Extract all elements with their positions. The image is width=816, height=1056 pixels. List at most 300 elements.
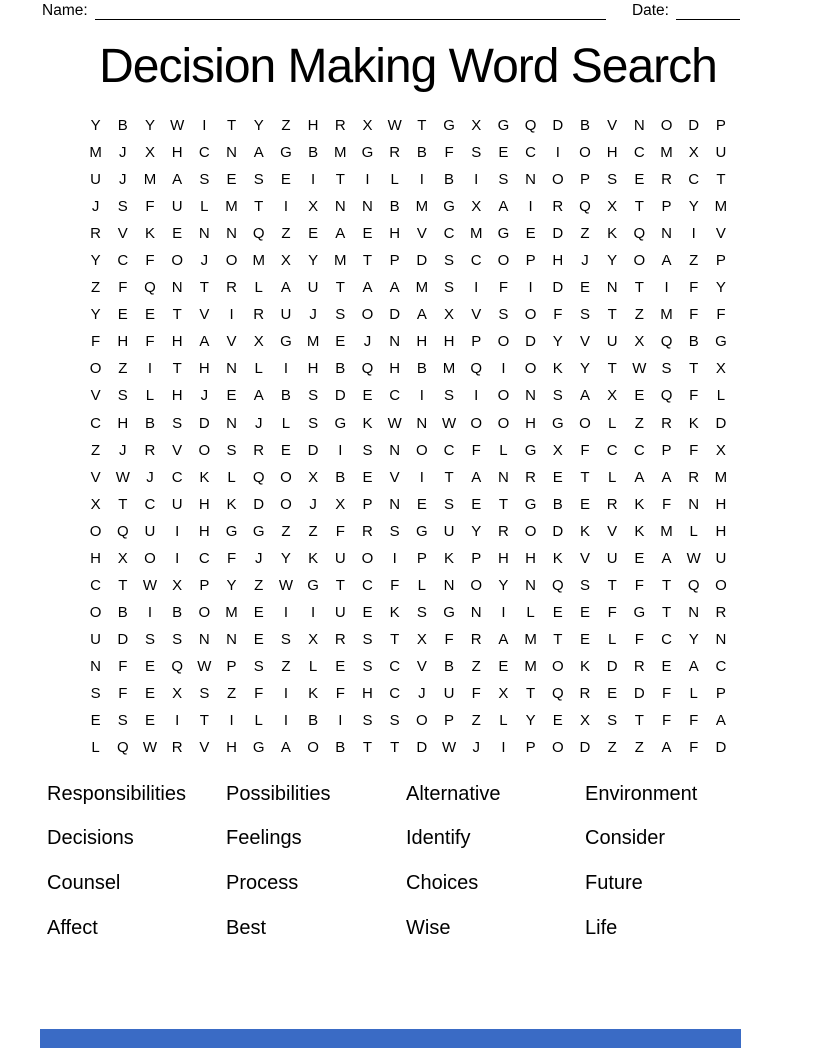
grid-letter: T [390,630,400,648]
grid-letter: S [253,171,264,189]
grid-letter: E [661,657,672,675]
grid-letter: I [229,306,234,324]
grid-letter: S [498,171,509,189]
grid-letter: B [389,198,400,216]
grid-letter: P [579,171,590,189]
grid-letter: R [661,414,672,432]
grid-letter: Y [579,360,590,378]
grid-letter: G [252,522,265,540]
grid-letter: G [443,603,455,621]
grid-letter: Y [715,279,726,297]
grid-letter: K [226,495,237,513]
grid-letter: Y [525,712,536,730]
grid-letter: E [226,171,237,189]
grid-letter: N [198,225,210,243]
grid-letter: Y [253,117,264,135]
grid-letter: V [199,739,210,757]
word-list-item: Decisions [47,827,134,850]
grid-letter: J [418,685,426,702]
grid-letter: M [143,171,157,189]
grid-letter: A [253,144,264,162]
grid-letter: D [253,495,265,513]
grid-letter: G [524,495,537,513]
grid-letter: I [664,279,669,297]
grid-letter: E [362,387,373,405]
grid-letter: W [441,739,457,757]
grid-letter: E [280,441,291,459]
grid-letter: Q [252,225,265,243]
grid-letter: L [689,685,698,702]
grid-letter: F [118,279,128,297]
grid-letter: R [334,630,346,648]
grid-letter: N [334,198,346,216]
grid-letter: S [280,630,291,648]
grid-letter: X [172,576,183,594]
grid-letter: E [471,495,482,513]
grid-letter: D [688,117,700,135]
grid-letter: W [115,468,130,486]
word-list-item: Wise [406,916,451,939]
grid-letter: K [634,495,645,513]
grid-letter: G [307,576,319,594]
grid-letter: F [689,279,699,297]
grid-letter: Y [226,576,237,594]
grid-letter: S [416,603,427,621]
grid-letter: Y [471,522,482,540]
grid-letter: R [90,225,102,243]
grid-letter: R [497,522,509,540]
grid-letter: N [633,117,645,135]
grid-letter: E [144,306,155,324]
word-list-item: Future [585,871,643,894]
grid-letter: X [144,144,155,162]
grid-letter: A [389,279,400,297]
grid-letter: O [89,360,102,378]
grid-letter: H [171,333,183,351]
grid-letter: N [443,576,455,594]
grid-letter: V [416,225,427,243]
grid-letter: S [389,712,400,730]
grid-letter: Q [116,522,129,540]
grid-letter: D [416,252,428,270]
grid-letter: Q [660,333,673,351]
grid-letter: L [526,603,535,621]
grid-letter: U [171,495,183,513]
grid-letter: D [334,387,346,405]
grid-letter: S [362,630,373,648]
grid-letter: K [389,603,400,621]
grid-letter: T [607,360,617,378]
grid-letter: I [501,360,506,378]
grid-letter: T [634,279,644,297]
grid-letter: L [254,279,263,297]
grid-letter: D [525,333,537,351]
grid-letter: U [334,603,346,621]
grid-letter: S [308,387,319,405]
grid-letter: A [661,739,672,757]
grid-letter: O [497,414,510,432]
grid-letter: N [715,630,727,648]
grid-letter: V [199,306,210,324]
grid-letter: Y [552,333,563,351]
grid-letter: L [607,468,617,486]
grid-letter: K [688,414,699,432]
grid-letter: L [200,198,209,216]
grid-letter: E [634,171,645,189]
grid-letter: N [226,225,237,243]
grid-letter: Y [308,252,319,270]
grid-letter: A [661,549,672,567]
grid-letter: F [444,144,454,162]
grid-letter: Z [607,739,617,757]
grid-letter: Q [524,117,537,135]
grid-letter: A [688,657,699,675]
grid-letter: K [308,685,319,702]
grid-letter: M [524,657,537,675]
grid-letter: U [334,549,346,567]
grid-letter: F [498,279,508,297]
grid-letter: E [634,387,645,405]
grid-letter: B [444,657,455,675]
grid-letter: D [117,630,129,648]
grid-letter: S [308,414,319,432]
grid-letter: T [199,712,209,730]
grid-letter: E [579,279,590,297]
grid-letter: J [119,171,127,189]
grid-letter: S [90,685,101,702]
grid-letter: B [416,360,427,378]
grid-letter: V [226,333,237,351]
grid-letter: P [362,495,373,513]
grid-letter: M [306,333,320,351]
grid-letter: G [497,117,510,135]
grid-letter: Z [689,252,699,270]
grid-letter: X [471,198,482,216]
grid-letter: B [335,739,346,757]
word-list-item: Identify [406,827,471,850]
grid-letter: O [579,414,591,432]
grid-letter: Z [634,306,644,324]
grid-letter: F [689,712,699,730]
grid-letter: N [661,225,672,243]
grid-letter: U [90,171,102,189]
grid-letter: U [90,630,102,648]
grid-letter: X [362,117,373,135]
grid-letter: T [607,306,617,324]
grid-letter: G [633,603,646,621]
grid-letter: T [553,630,563,648]
grid-letter: C [470,252,482,270]
grid-letter: P [444,712,455,730]
name-date-row [42,2,740,20]
grid-letter: N [226,414,237,432]
grid-letter: H [171,144,183,162]
grid-letter: G [715,333,727,351]
grid-letter: C [443,225,455,243]
grid-letter: O [524,306,537,324]
grid-letter: F [661,685,672,702]
grid-letter: Z [634,414,644,432]
grid-letter: Z [91,279,101,297]
grid-letter: T [254,198,264,216]
grid-letter: A [280,739,291,757]
grid-letter: I [338,441,343,459]
grid-letter: Q [551,685,564,702]
grid-letter: N [171,279,183,297]
grid-letter: E [144,712,155,730]
grid-letter: H [171,387,183,405]
grid-letter: G [443,198,455,216]
grid-letter: O [551,171,564,189]
grid-letter: E [579,495,590,513]
grid-letter: V [471,306,482,324]
grid-letter: X [117,549,128,567]
grid-letter: M [89,144,102,162]
grid-letter: A [498,630,509,648]
grid-letter: E [579,630,590,648]
grid-letter: I [392,549,397,567]
word-list-item: Best [226,916,267,939]
footer-decoration-bar [40,1029,741,1048]
grid-letter: N [389,441,401,459]
grid-letter: F [580,441,590,459]
grid-letter: Y [144,117,155,135]
grid-letter: X [416,630,427,648]
grid-letter: S [172,414,183,432]
grid-letter: D [389,306,401,324]
grid-letter: S [444,279,455,297]
grid-letter: Q [252,468,265,486]
grid-letter: C [90,576,102,594]
grid-letter: S [552,387,563,405]
grid-letter: Z [471,657,481,675]
grid-letter: W [142,576,158,594]
word-list-item: Environment [585,782,698,805]
grid-letter: T [118,495,128,513]
grid-letter: S [335,306,346,324]
grid-letter: R [226,279,237,297]
grid-letter: F [661,712,672,730]
grid-letter: F [471,441,481,459]
grid-letter: S [144,630,155,648]
grid-letter: S [362,712,373,730]
grid-letter: L [145,387,155,405]
grid-letter: M [714,198,728,216]
grid-letter: Q [660,387,673,405]
grid-letter: N [198,630,210,648]
grid-letter: M [415,279,429,297]
grid-letter: T [498,495,508,513]
grid-letter: M [524,630,537,648]
grid-letter: F [145,198,155,216]
grid-letter: P [715,685,726,702]
grid-letter: E [172,225,183,243]
grid-letter: Q [551,576,564,594]
grid-letter: F [607,603,617,621]
grid-letter: K [607,225,618,243]
grid-letter: I [528,279,533,297]
grid-letter: F [471,685,481,702]
word-list-column [226,772,406,950]
grid-letter: F [254,685,264,702]
grid-letter: I [311,603,316,621]
grid-letter: I [175,712,180,730]
grid-letter: J [91,198,100,216]
grid-letter: O [198,603,211,621]
grid-letter: G [361,144,374,162]
grid-letter: X [172,685,183,702]
grid-letter: N [688,603,700,621]
grid-letter: S [199,685,210,702]
grid-letter: N [226,360,237,378]
grid-letter: O [579,144,591,162]
grid-letter: X [471,117,482,135]
grid-letter: F [689,441,699,459]
grid-letter: E [552,603,563,621]
grid-letter: Z [634,739,644,757]
grid-letter: T [634,712,644,730]
grid-letter: O [551,739,564,757]
grid-letter: O [144,549,156,567]
grid-letter: O [225,252,238,270]
grid-letter: C [389,387,401,405]
grid-letter: O [361,306,374,324]
grid-letter: N [470,603,482,621]
grid-letter: V [389,468,400,486]
grid-letter: W [142,739,158,757]
grid-letter: U [606,333,618,351]
grid-letter: Y [688,630,699,648]
grid-letter: H [226,739,237,757]
grid-letter: W [387,414,402,432]
grid-letter: H [198,522,210,540]
grid-letter: I [474,279,479,297]
grid-letter: D [715,739,727,757]
grid-letter: G [497,225,510,243]
grid-letter: Y [90,117,101,135]
grid-letter: F [118,685,128,702]
grid-letter: X [579,712,590,730]
grid-letter: C [389,657,401,675]
grid-letter: D [579,739,591,757]
grid-letter: C [117,252,129,270]
grid-letter: L [254,712,263,730]
grid-letter: J [581,252,589,270]
grid-letter: Q [633,225,646,243]
grid-letter: B [444,171,455,189]
grid-letter: W [278,576,293,594]
grid-letter: P [715,252,726,270]
grid-letter: H [715,522,727,540]
grid-letter: I [311,171,316,189]
grid-letter: I [474,387,479,405]
grid-letter: S [444,252,455,270]
grid-letter: N [362,198,373,216]
grid-letter: V [715,225,726,243]
grid-letter: I [691,225,696,243]
grid-letter: M [334,252,347,270]
grid-letter: O [280,468,292,486]
grid-letter: M [714,468,728,486]
grid-letter: E [362,603,373,621]
grid-letter: N [226,630,237,648]
grid-letter: T [390,739,400,757]
grid-letter: O [497,252,510,270]
grid-letter: O [524,522,537,540]
grid-letter: T [199,279,209,297]
grid-letter: E [253,603,264,621]
grid-letter: D [552,522,564,540]
grid-letter: O [470,414,483,432]
grid-letter: K [552,549,563,567]
grid-letter: I [365,171,370,189]
grid-letter: J [472,739,480,757]
grid-letter: B [144,414,155,432]
grid-letter: T [689,360,699,378]
grid-letter: F [553,306,563,324]
grid-letter: F [444,630,454,648]
grid-letter: Z [281,117,291,135]
grid-letter: H [90,549,102,567]
grid-letter: H [525,549,537,567]
grid-letter: T [634,198,644,216]
grid-letter: S [471,144,482,162]
grid-letter: R [661,171,672,189]
grid-letter: F [661,495,672,513]
grid-letter: I [501,603,506,621]
grid-letter: K [579,522,590,540]
grid-letter: H [525,414,537,432]
grid-letter: K [362,414,373,432]
grid-letter: R [552,198,564,216]
grid-letter: X [607,198,618,216]
word-list-item: Responsibilities [47,782,186,805]
grid-letter: X [280,252,291,270]
grid-letter: O [470,576,483,594]
grid-letter: X [253,333,264,351]
grid-letter: S [117,712,128,730]
grid-letter: U [280,306,292,324]
grid-letter: M [660,522,673,540]
grid-letter: Y [498,576,509,594]
grid-letter: A [715,712,726,730]
grid-letter: P [715,117,726,135]
grid-letter: X [308,198,319,216]
grid-letter: T [661,603,672,621]
grid-letter: S [362,657,373,675]
grid-letter: K [552,360,563,378]
grid-letter: G [334,414,347,432]
grid-letter: Q [171,657,183,675]
grid-letter: O [361,549,374,567]
grid-letter: F [689,306,699,324]
grid-letter: X [688,144,699,162]
grid-letter: B [172,603,183,621]
grid-letter: T [362,252,373,270]
grid-letter: E [226,387,237,405]
grid-letter: Z [580,225,590,243]
grid-letter: J [119,441,127,459]
word-list-column [585,772,697,950]
grid-letter: E [579,603,590,621]
grid-letter: J [254,549,263,567]
grid-letter: M [415,198,429,216]
grid-letter: N [497,468,509,486]
grid-letter: M [225,603,238,621]
grid-letter: A [498,198,509,216]
grid-letter: F [716,306,726,324]
grid-letter: P [661,441,672,459]
